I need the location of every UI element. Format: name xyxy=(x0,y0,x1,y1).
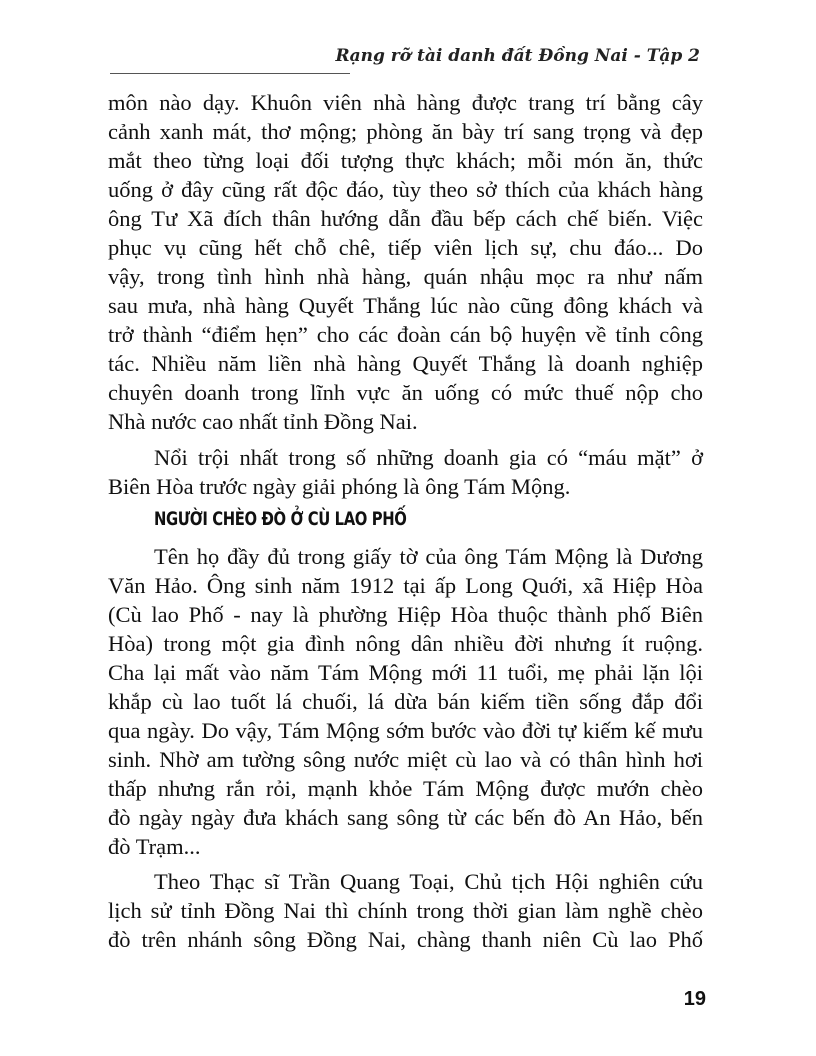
text-line: tác. Nhiều năm liền nhà hàng Quyết Thắng là doanh nghiệp xyxy=(108,351,703,376)
text-line: trở thành “điểm hẹn” cho các đoàn cán bộ huyện về tỉnh công xyxy=(108,322,703,347)
text-line: Cha lại mất vào năm Tám Mộng mới 11 tuổi, mẹ phải lặn lội xyxy=(108,660,703,685)
text-line: phục vụ cũng hết chỗ chê, tiếp viên lịch sự, chu đáo... Do xyxy=(108,235,703,260)
text-line: sau mưa, nhà hàng Quyết Thắng lúc nào cũng đông khách và xyxy=(108,293,703,318)
text-line: môn nào dạy. Khuôn viên nhà hàng được trang trí bằng cây xyxy=(108,90,703,115)
text-line: Nhà nước cao nhất tỉnh Đồng Nai. xyxy=(108,409,418,434)
text-line: vậy, trong tình hình nhà hàng, quán nhậu mọc ra như nấm xyxy=(108,264,703,289)
text-line: Theo Thạc sĩ Trần Quang Toại, Chủ tịch Hội nghiên cứu xyxy=(154,869,703,894)
text-line: (Cù lao Phố - nay là phường Hiệp Hòa thuộc thành phố Biên xyxy=(108,602,703,627)
page-number: 19 xyxy=(683,988,706,1010)
text-line: khắp cù lao tuốt lá chuối, lá dừa bán kiếm tiền sống đắp đổi xyxy=(108,689,703,714)
text-line: Biên Hòa trước ngày giải phóng là ông Tám Mộng. xyxy=(108,474,571,499)
text-line: sinh. Nhờ am tường sông nước miệt cù lao và có thân hình hơi xyxy=(108,747,703,772)
text-line: Hòa) trong một gia đình nông dân nhiều đời nhưng ít ruộng. xyxy=(108,631,703,656)
section-heading: NGƯỜI CHÈO ĐÒ Ở CÙ LAO PHỐ xyxy=(154,508,407,530)
text-line: Văn Hảo. Ông sinh năm 1912 tại ấp Long Quới, xã Hiệp Hòa xyxy=(108,573,703,598)
text-line: uống ở đây cũng rất độc đáo, tùy theo sở thích của khách hàng xyxy=(108,177,703,202)
text-line: cảnh xanh mát, thơ mộng; phòng ăn bày trí sang trọng và đẹp xyxy=(108,119,703,144)
text-line: Nổi trội nhất trong số những doanh gia có “máu mặt” ở xyxy=(154,445,703,470)
text-line: lịch sử tỉnh Đồng Nai thì chính trong thời gian làm nghề chèo xyxy=(108,898,703,923)
text-line: mắt theo từng loại đối tượng thực khách; mỗi món ăn, thức xyxy=(108,148,703,173)
header-rule xyxy=(110,73,350,74)
running-head: Rạng rỡ tài danh đất Đồng Nai - Tập 2 xyxy=(335,46,700,66)
text-line: Tên họ đầy đủ trong giấy tờ của ông Tám Mộng là Dương xyxy=(154,544,703,569)
text-line: đò ngày ngày đưa khách sang sông từ các bến đò An Hảo, bến xyxy=(108,805,703,830)
text-line: đò Trạm... xyxy=(108,834,201,859)
text-line: thấp nhưng rắn rỏi, mạnh khỏe Tám Mộng được mướn chèo xyxy=(108,776,703,801)
text-line: đò trên nhánh sông Đồng Nai, chàng thanh niên Cù lao Phố xyxy=(108,927,703,952)
text-line: ông Tư Xã đích thân hướng dẫn đầu bếp cách chế biến. Việc xyxy=(108,206,703,231)
text-line: chuyên doanh trong lĩnh vực ăn uống có mức thuế nộp cho xyxy=(108,380,703,405)
text-line: qua ngày. Do vậy, Tám Mộng sớm bước vào đời tự kiếm kế mưu xyxy=(108,718,703,743)
